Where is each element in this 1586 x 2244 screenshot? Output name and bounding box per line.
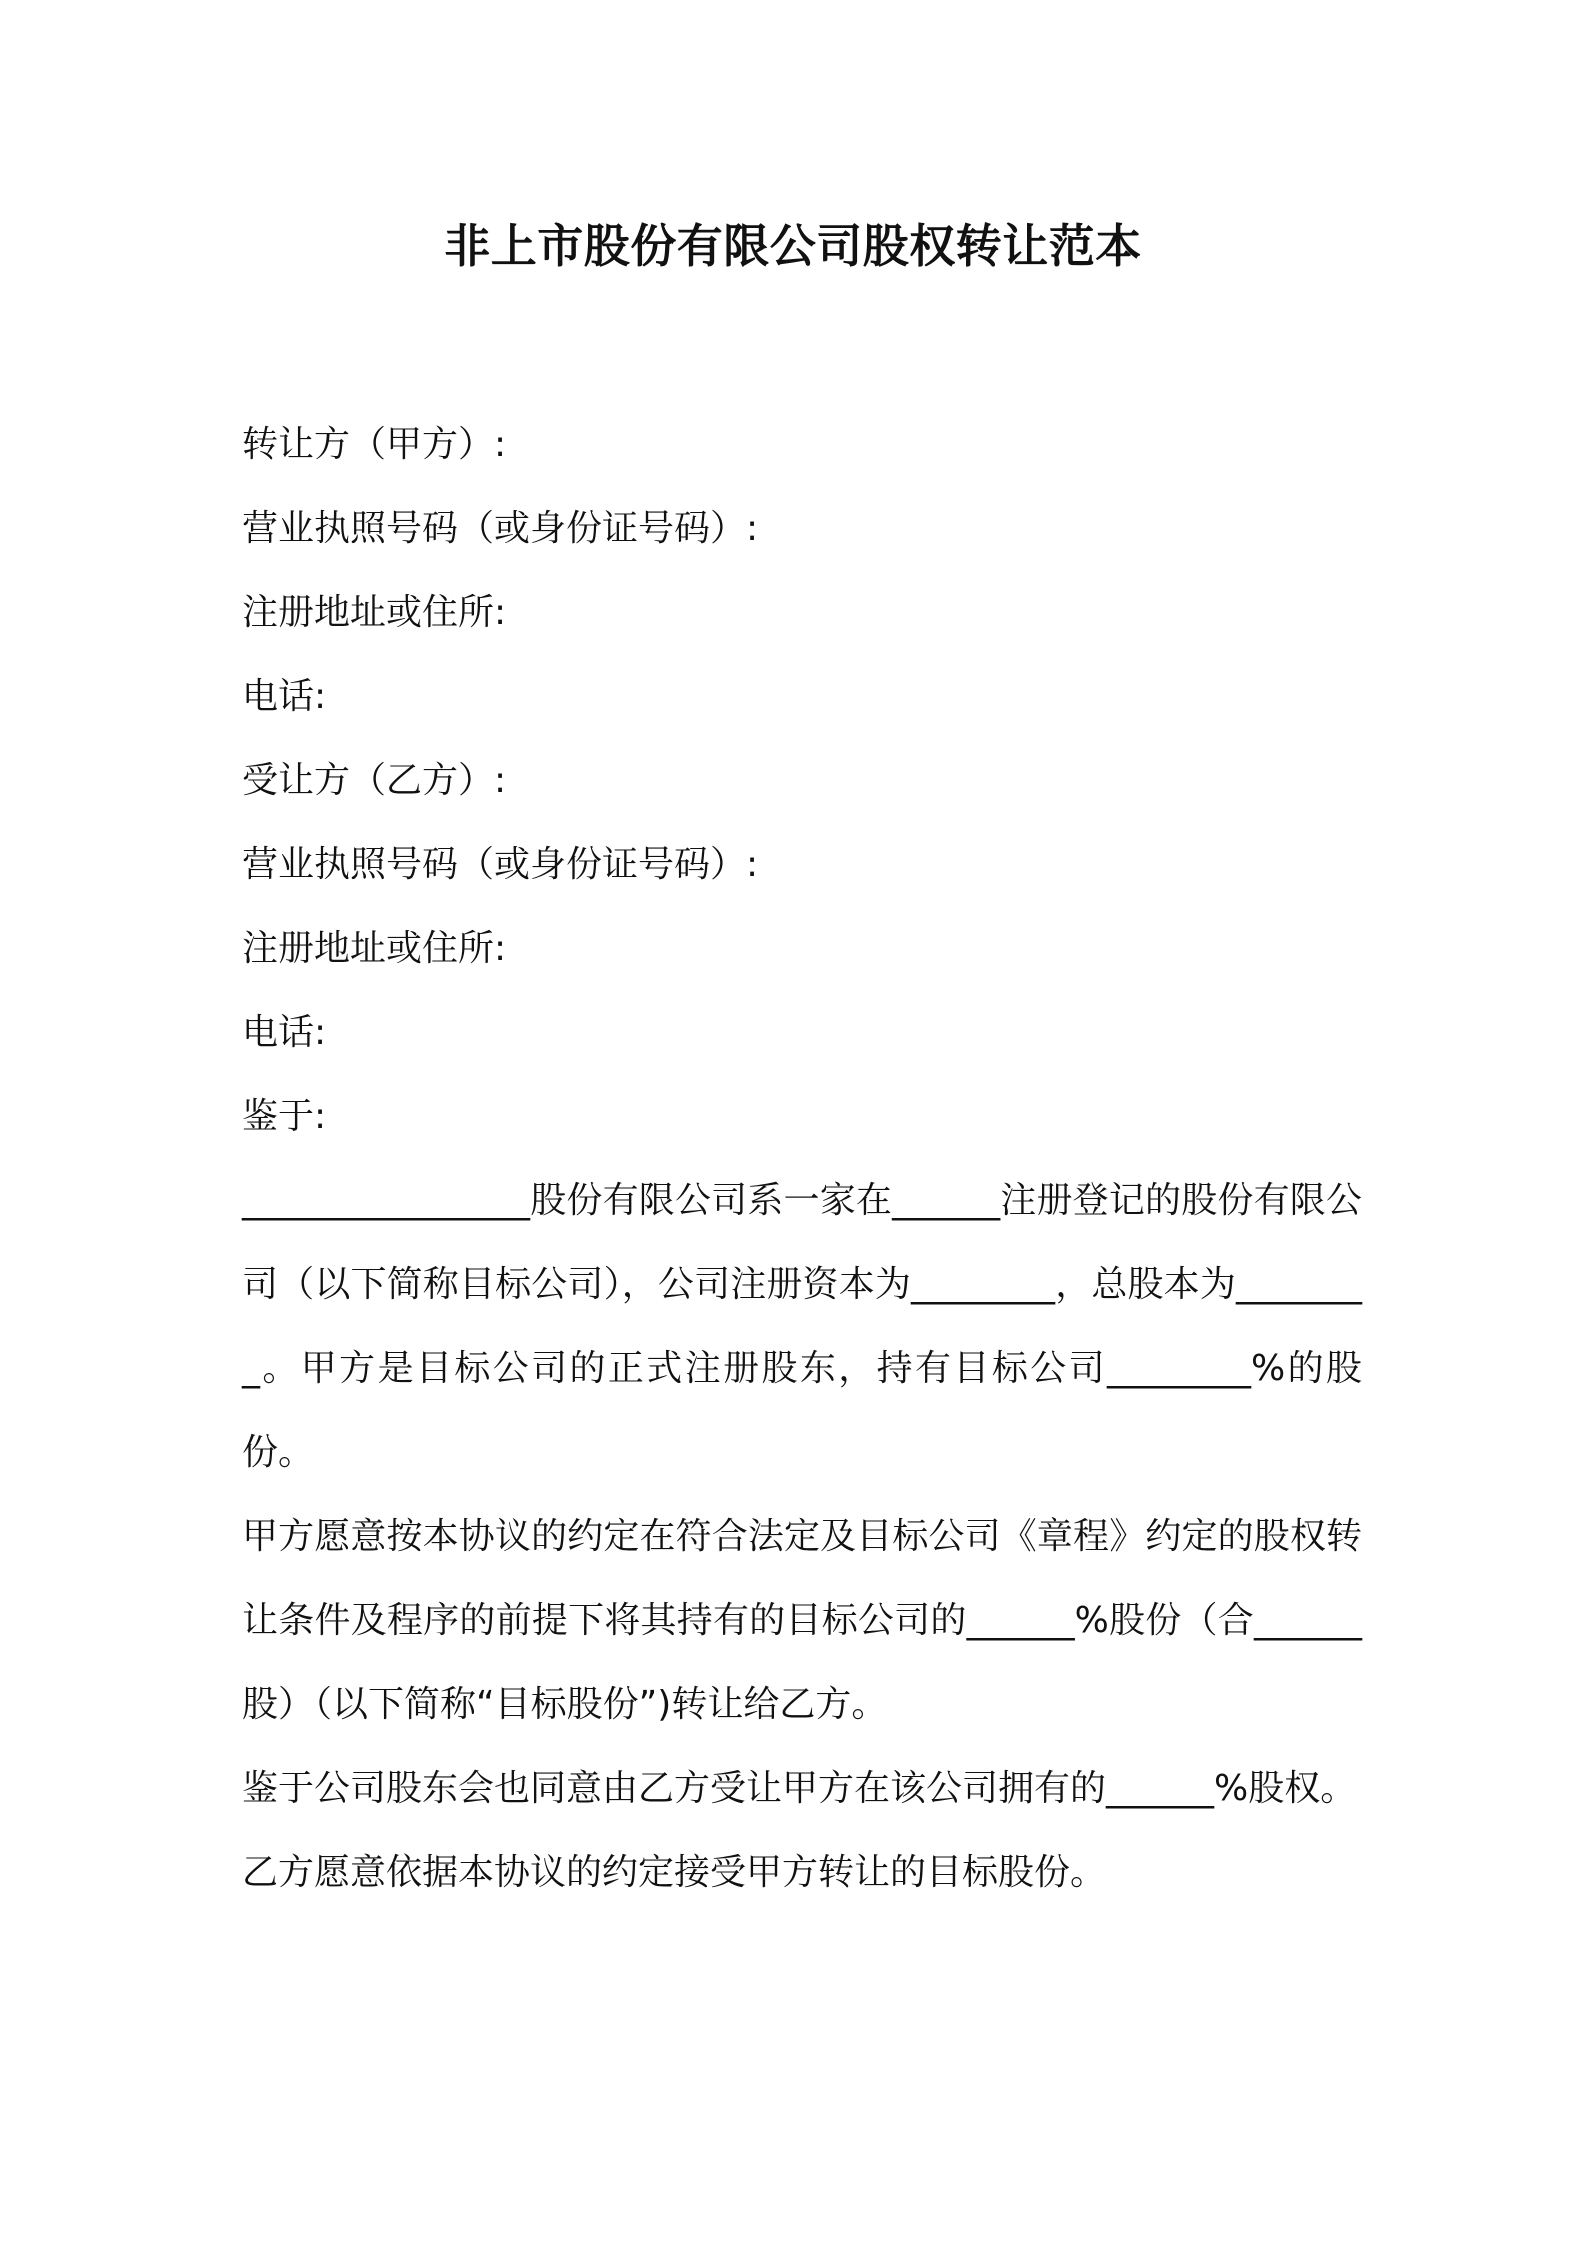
transferor-license-label: 营业执照号码（或身份证号码）: (242, 508, 759, 549)
document-title: 非上市股份有限公司股权转让范本 (444, 219, 1142, 273)
transferor-address-label: 注册地址或住所: (242, 592, 507, 633)
recital-company-paragraph: ________________股份有限公司系一家在______注册登记的股份有限公司（以下简称目标公司），公司注册资本为________，总股本为________。甲方是目标公司的正式注册股东，持有目标公司________%的股份。 (242, 1180, 1362, 1473)
whereas-label: 鉴于: (242, 1096, 327, 1137)
recital-transfer-paragraph: 甲方愿意按本协议的约定在符合法定及目标公司《章程》约定的股权转让条件及程序的前提下将其持有的目标公司的______%股份（合______股）（以下简称“目标股份”)转让给乙方。 (242, 1516, 1362, 1725)
document-body (242, 403, 1362, 1915)
transferor-label: 转让方（甲方）: (242, 424, 507, 465)
recital-shareholder-consent-paragraph: 鉴于公司股东会也同意由乙方受让甲方在该公司拥有的______%股权。 (242, 1768, 1357, 1809)
transferee-label: 受让方（乙方）: (242, 760, 507, 801)
transferor-phone-label: 电话: (242, 676, 327, 717)
transferee-license-label: 营业执照号码（或身份证号码）: (242, 844, 759, 885)
transferee-phone-label: 电话: (242, 1012, 327, 1053)
recital-acceptance-paragraph: 乙方愿意依据本协议的约定接受甲方转让的目标股份。 (242, 1852, 1107, 1893)
transferee-address-label: 注册地址或住所: (242, 928, 507, 969)
